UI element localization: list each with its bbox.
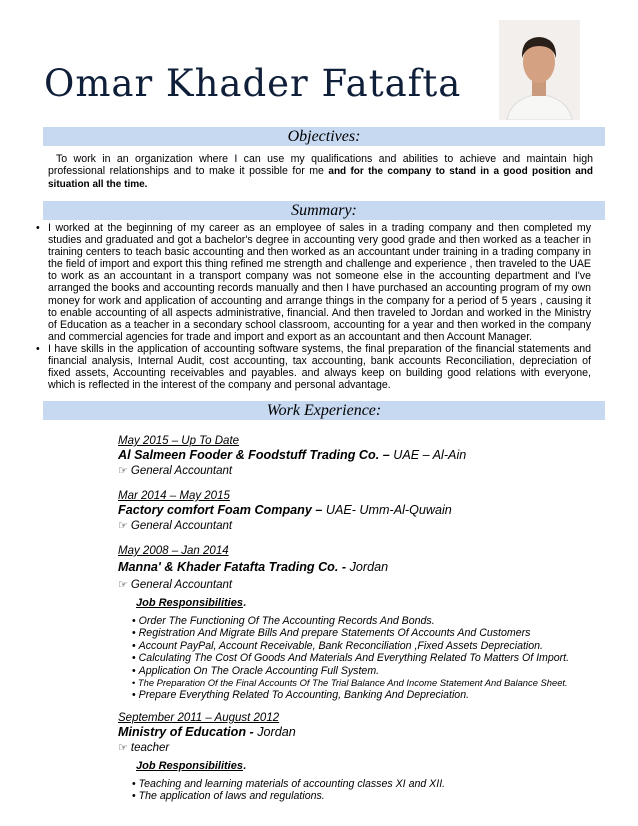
job-location: Jordan [253,725,296,739]
job-entry [118,489,452,534]
work-experience-heading: Work Experience: [43,401,605,420]
candidate-name: Omar Khader Fatafta [44,62,462,105]
job-role: General Accountant [130,520,233,532]
responsibilities-list [132,778,445,803]
job-role: General Accountant [130,579,233,591]
job-company: Ministry of Education - [118,725,254,739]
objectives-text-bold: and for the company to stand in a good position and situation all the time. [48,166,593,191]
responsibility-item: • Account PayPal, Account Receivable, Bank Reconciliation ,Fixed Assets Depreciation. [132,640,569,652]
responsibility-item: • Calculating The Cost Of Goods And Materials And Everything Related To Matters Of Import. [132,652,569,664]
responsibilities-heading: Job Responsibilities [136,760,243,772]
job-location: Jordan [346,560,389,574]
job-date: May 2015 – Up To Date [118,435,240,447]
responsibility-item: • Prepare Everything Related To Accounting, Banking And Depreciation. [132,689,569,701]
responsibility-item: • Application On The Oracle Accounting Full System. [132,665,569,677]
job-entry: May 2008 – Jan 2014 Manna' & Khader Fatafta Trading Co. - Jordan ☞ General Accountant Job Responsibilities. • Order The Functioning Of The Accounting Records And Bonds. • Registration And Migrate Bills And prepare Statements Of Accounts And Customers • Account PayPal, Account Receivable, Bank Reconciliation ,Fixed Assets Depreciation. • Calculating The Cost Of Goods And Materials And Everything Related To Matters Of Import. • Application On The Oracle Accounting Full System. • The Preparation Of the Final Accounts Of The Trial Balance And Income Statement And Balance Sheet. • Prepare Everything Related To Accounting, Banking And Depreciation. [118,544,569,702]
job-entry [118,434,466,479]
job-location: UAE – Al-Ain [389,448,467,462]
job-role: General Accountant [130,465,233,477]
job-company: Manna' & Khader Fatafta Trading Co. - [118,560,347,574]
pointing-hand-icon: ☞ [118,579,128,591]
objectives-heading: Objectives: [43,127,605,146]
responsibility-item: • The application of laws and regulations. [132,790,445,802]
job-entry: September 2011 – August 2012 Ministry of Education - Jordan ☞ teacher Job Responsibilities. • Teaching and learning materials of accounting classes XI and XII. • The application of laws and regulations. [118,711,445,803]
pointing-hand-icon: ☞ [118,465,128,477]
summary-list [36,222,591,391]
responsibility-item: • Order The Functioning Of The Accounting Records And Bonds. [132,615,569,627]
summary-item: • I worked at the beginning of my career as an employee of sales in a trading company and then completed my studies and graduated and got a bachelor's degree in accounting very good grade and then worked as a teacher in training centers to teach basic accounting and then worked as an accountant under training in a trading company in the field of import and export this thing refined me strength and challenge and experience , then traveled to the UAE to work as an accountant in a transport company was not someone else in the accounting department and I've arranged the books and accounting records manually and then I have purchased an accounting program of my own money for work and application of accounting and arrange things in the company for a period of 5 years , causing it to enable accounting of all aspects administrative, financial. And then traveled to Jordan and worked in the Ministry of Education as a teacher in a secondary school classroom, accounting for a year and then worked in the company and commercial agencies for trade and import and export as an accountant and then Account Manager. [36,222,591,343]
job-company: Factory comfort Foam Company – [118,503,323,517]
responsibilities-list [132,615,569,702]
objectives-text-regular: To work in an organization where I can use my qualifications and abilities to achieve and maintain high professional relationships and to make it possible for me [48,153,593,178]
job-location: UAE- Umm-Al-Quwain [322,503,452,517]
responsibility-item: • Registration And Migrate Bills And prepare Statements Of Accounts And Customers [132,627,569,639]
pointing-hand-icon: ☞ [118,520,128,532]
summary-heading: Summary: [43,201,605,220]
job-date: September 2011 – August 2012 [118,712,280,724]
job-date: Mar 2014 – May 2015 [118,490,230,502]
objectives-text [48,153,593,192]
job-role: teacher [130,742,170,754]
pointing-hand-icon: ☞ [118,742,128,754]
summary-item: • I have skills in the application of accounting software systems, the final preparation of the financial statements and financial analysis, Internal Audit, cost accounting, tax accounting, bank accounts Reconciliation, depreciation of fixed assets, Accounting receivables and payables. and always keep on building good relations with everyone, which is reflected in the interest of the company and personal advantage. [36,343,591,391]
responsibility-item: • The Preparation Of the Final Accounts Of The Trial Balance And Income Statement And Balance Sheet. [132,677,569,689]
responsibilities-heading: Job Responsibilities [136,597,243,609]
responsibility-item: • Teaching and learning materials of accounting classes XI and XII. [132,778,445,790]
job-company: Al Salmeen Fooder & Foodstuff Trading Co. – [118,448,390,462]
profile-photo [499,20,580,120]
job-date: May 2008 – Jan 2014 [118,545,229,557]
